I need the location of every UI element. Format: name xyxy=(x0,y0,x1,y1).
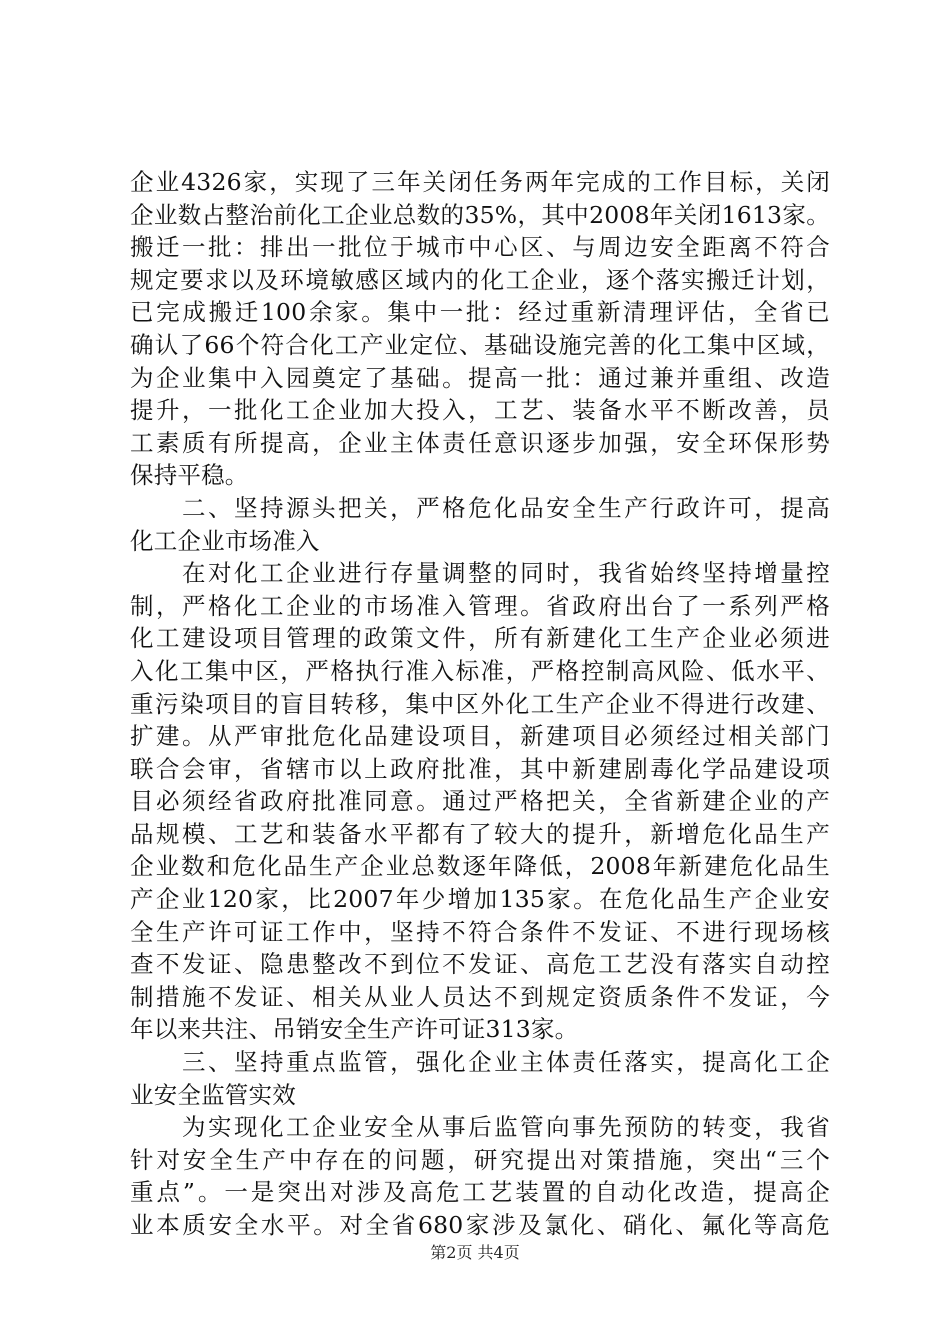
text-line: 入化工集中区，严格执行准入标准，严格控制高风险、低水平、 xyxy=(130,656,830,685)
text-line: 企业数占整治前化工企业总数的35%，其中2008年关闭1613家。 xyxy=(130,200,830,229)
text-line: 为企业集中入园奠定了基础。提高一批：通过兼并重组、改造 xyxy=(130,363,830,392)
text-line: 产企业120家，比2007年少增加135家。在危化品生产企业安 xyxy=(130,885,830,914)
text-line: 针对安全生产中存在的问题，研究提出对策措施，突出“三个 xyxy=(130,1145,830,1174)
text-line: 重污染项目的盲目转移，集中区外化工生产企业不得进行改建、 xyxy=(130,689,830,718)
text-line: 品规模、工艺和装备水平都有了较大的提升，新增危化品生产 xyxy=(130,819,830,848)
text-line: 业本质安全水平。对全省680家涉及氯化、硝化、氟化等高危 xyxy=(130,1211,830,1239)
text-line: 全生产许可证工作中，坚持不符合条件不发证、不进行现场核 xyxy=(130,917,830,946)
page-footer: 第2页 共4页 xyxy=(430,1243,520,1262)
text-line: 三、坚持重点监管，强化企业主体责任落实，提高化工企 xyxy=(130,1048,830,1077)
text-line: 查不发证、隐患整改不到位不发证、高危工艺没有落实自动控 xyxy=(130,950,830,979)
text-line: 企业数和危化品生产企业总数逐年降低，2008年新建危化品生 xyxy=(130,852,830,881)
text-line: 目必须经省政府批准同意。通过严格把关，全省新建企业的产 xyxy=(130,787,830,816)
text-line: 保持平稳。 xyxy=(130,461,249,490)
text-line: 制措施不发证、相关从业人员达不到规定资质条件不发证，今 xyxy=(130,982,830,1011)
text-line: 业安全监管实效 xyxy=(130,1080,296,1109)
text-line: 制，严格化工企业的市场准入管理。省政府出台了一系列严格 xyxy=(130,591,830,620)
text-line: 重点”。一是突出对涉及高危工艺装置的自动化改造，提高企 xyxy=(130,1178,830,1207)
text-line: 提升，一批化工企业加大投入，工艺、装备水平不断改善，员 xyxy=(130,396,830,425)
text-line: 联合会审，省辖市以上政府批准，其中新建剧毒化学品建设项 xyxy=(130,754,830,783)
text-line: 化工企业市场准入 xyxy=(130,526,320,555)
text-line: 扩建。从严审批危化品建设项目，新建项目必须经过相关部门 xyxy=(130,722,830,751)
text-line: 已完成搬迁100余家。集中一批：经过重新清理评估，全省已 xyxy=(130,298,830,327)
text-line: 年以来共注、吊销安全生产许可证313家。 xyxy=(130,1015,579,1044)
text-line: 工素质有所提高，企业主体责任意识逐步加强，安全环保形势 xyxy=(130,428,830,457)
text-line: 确认了66个符合化工产业定位、基础设施完善的化工集中区域， xyxy=(130,330,830,359)
text-line: 化工建设项目管理的政策文件，所有新建化工生产企业必须进 xyxy=(130,624,830,653)
text-line: 二、坚持源头把关，严格危化品安全生产行政许可，提高 xyxy=(130,493,830,522)
text-line: 规定要求以及环境敏感区域内的化工企业，逐个落实搬迁计划， xyxy=(130,265,830,294)
text-line: 在对化工企业进行存量调整的同时，我省始终坚持增量控 xyxy=(130,559,830,588)
text-line: 搬迁一批：排出一批位于城市中心区、与周边安全距离不符合 xyxy=(130,233,830,262)
document-body xyxy=(130,166,830,1242)
text-line: 为实现化工企业安全从事后监管向事先预防的转变，我省 xyxy=(130,1113,830,1142)
text-line: 企业4326家，实现了三年关闭任务两年完成的工作目标，关闭 xyxy=(130,168,830,196)
